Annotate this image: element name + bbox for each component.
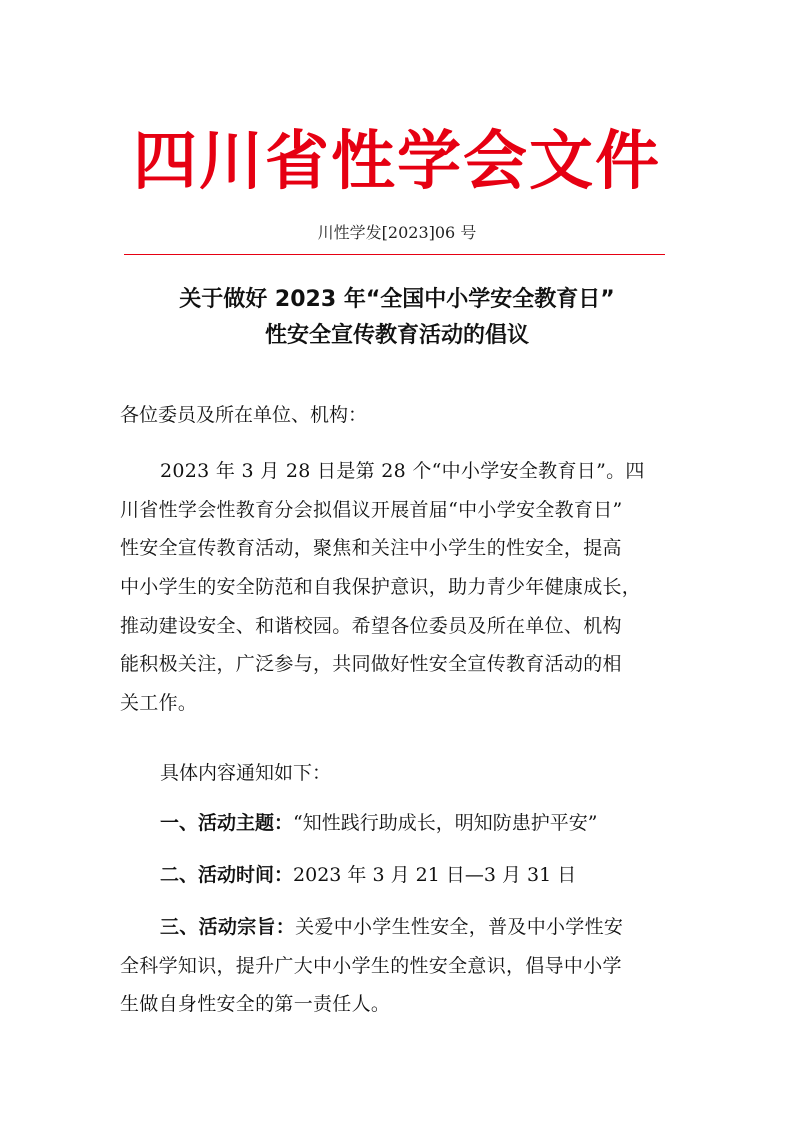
org-document-header: 四川省性学会文件 — [133, 125, 661, 199]
item-text: “知性践行助成长，明知防患护平安” — [293, 812, 598, 834]
item-activity-purpose — [120, 908, 680, 1024]
item-text: 关爱中小学生性安全，普及中小学性安 — [295, 916, 624, 938]
item-activity-theme — [160, 810, 597, 836]
paragraph-line: 中小学生的安全防范和自我保护意识，助力青少年健康成长， — [120, 576, 642, 599]
paragraph-line: 2023 年 3 月 28 日是第 28 个“中小学安全教育日”。四 — [160, 460, 645, 482]
item-activity-time — [160, 862, 576, 888]
item-label: 一、活动主题： — [160, 812, 294, 834]
red-divider-line — [124, 254, 665, 255]
paragraph-line: 川省性学会性教育分会拟倡议开展首届“中小学安全教育日” — [120, 498, 623, 521]
paragraph-line: 关工作。 — [120, 692, 198, 715]
title-line-1: 关于做好 2023 年“全国中小学安全教育日” — [179, 287, 615, 312]
item-label: 二、活动时间： — [160, 864, 294, 886]
paragraph-line: 全科学知识，提升广大中小学生的性安全意识，倡导中小学 — [120, 954, 622, 977]
salutation: 各位委员及所在单位、机构： — [120, 404, 368, 426]
paragraph-line: 推动建设安全、和谐校园。希望各位委员及所在单位、机构 — [120, 614, 622, 637]
item-text: 2023 年 3 月 21 日—3 月 31 日 — [293, 864, 577, 886]
title-line-2: 性安全宣传教育活动的倡议 — [264, 323, 529, 348]
paragraph-line — [120, 908, 680, 947]
paragraph-line: 生做自身性安全的第一责任人。 — [120, 993, 391, 1016]
item-label: 三、活动宗旨： — [160, 916, 296, 938]
document-number: 川性学发[2023]06 号 — [317, 223, 477, 242]
body-paragraph — [120, 452, 680, 723]
paragraph-line: 能积极关注，广泛参与，共同做好性安全宣传教育活动的相 — [120, 653, 622, 676]
intro-note: 具体内容通知如下： — [160, 762, 332, 784]
document-title — [0, 282, 794, 354]
paragraph-line: 性安全宣传教育活动，聚焦和关注中小学生的性安全，提高 — [120, 537, 622, 560]
